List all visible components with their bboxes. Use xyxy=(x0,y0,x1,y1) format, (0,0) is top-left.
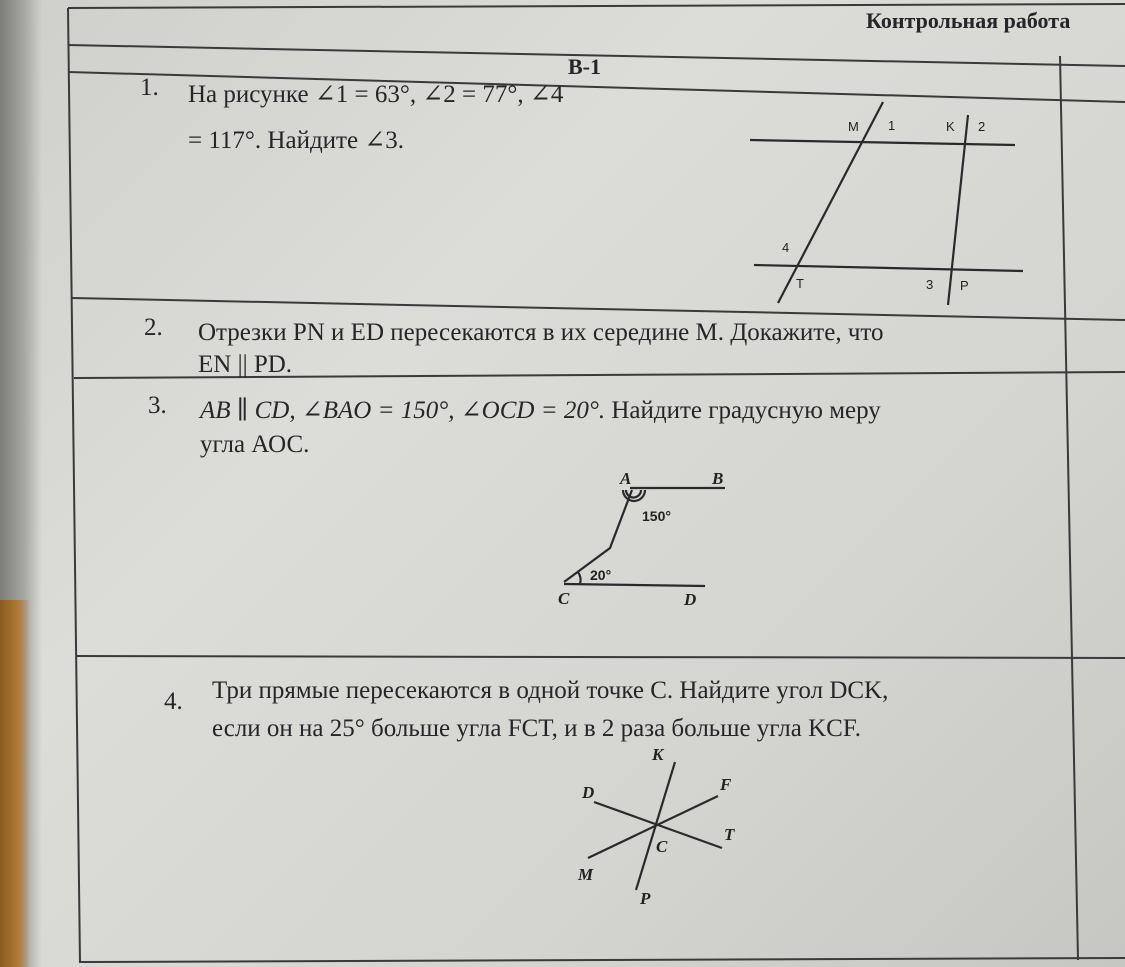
figure-4-label-t: T xyxy=(724,825,735,844)
figure-3-label-b: B xyxy=(712,469,724,488)
figure-3-label-a: A xyxy=(620,469,632,488)
figure-3-label-d: D xyxy=(684,590,697,609)
figure-4-label-f: F xyxy=(720,775,732,794)
task-3-figure xyxy=(550,462,750,612)
figure-1-label-p: P xyxy=(960,278,969,293)
figure-3-label-150: 150° xyxy=(642,508,671,524)
page-title: Контрольная работа xyxy=(866,8,1071,33)
figure-4-line-fm xyxy=(588,796,718,858)
task-2-number: 2. xyxy=(144,314,163,341)
figure-1-label-m: M xyxy=(848,119,859,134)
figure-4-label-c: C xyxy=(656,837,668,856)
task-3-number: 3. xyxy=(148,392,167,419)
figure-1-label-2: 2 xyxy=(978,119,986,134)
figure-1-label-4: 4 xyxy=(782,240,790,255)
task-4-line-2: если он на 25° больше угла FCT, и в 2 раза больше угла KCF. xyxy=(212,715,861,742)
figure-3-label-c: C xyxy=(558,589,570,608)
grid-right-column-line xyxy=(1060,56,1078,960)
task-2-line-1: Отрезки PN и ED пересекаются в их середине M. Докажите, что xyxy=(198,319,884,346)
figure-1-label-1: 1 xyxy=(888,118,896,133)
figure-3-label-20: 20° xyxy=(590,567,612,583)
variant-label: В-1 xyxy=(568,54,601,79)
figure-1-label-k: K xyxy=(946,119,955,134)
grid-row-line-4 xyxy=(76,656,1125,658)
figure-3-angle-arc-a-inner xyxy=(626,490,641,498)
task-1-figure xyxy=(740,95,1040,310)
task-1-line-2: = 117°. Найдите ∠3. xyxy=(188,127,405,154)
figure-4-label-k: K xyxy=(652,745,664,764)
task-1-number: 1. xyxy=(140,74,159,101)
figure-4-label-d: D xyxy=(582,783,595,802)
task-4-number: 4. xyxy=(164,688,183,715)
task-3-math: AB ∥ CD, ∠BAO = 150°, ∠OCD = 20°. xyxy=(200,397,606,424)
task-3-line-2: угла АОС. xyxy=(200,431,310,458)
figure-3-angle-arc-c xyxy=(578,572,581,584)
figure-1-secant-mt xyxy=(778,102,883,303)
grid-bottom-border xyxy=(80,958,1125,962)
task-2-line-2: EN || PD. xyxy=(198,351,293,378)
figure-1-top-line xyxy=(750,140,1015,145)
figure-3-line-cd xyxy=(564,584,705,586)
task-1-line-1: На рисунке ∠1 = 63°, ∠2 = 77°, ∠4 xyxy=(188,81,564,108)
figure-1-label-t: T xyxy=(796,276,804,291)
figure-1-label-3: 3 xyxy=(926,277,934,292)
task-3-line-1 xyxy=(200,396,881,426)
task-4-line-1: Три прямые пересекаются в одной точке С. Найдите угол DCK, xyxy=(212,677,889,704)
task-3-text: Найдите градусную меру xyxy=(605,397,881,424)
figure-4-label-m: M xyxy=(578,865,594,884)
figure-4-label-p: P xyxy=(640,889,651,908)
grid-left-border xyxy=(68,8,80,963)
task-4-figure xyxy=(570,742,770,912)
